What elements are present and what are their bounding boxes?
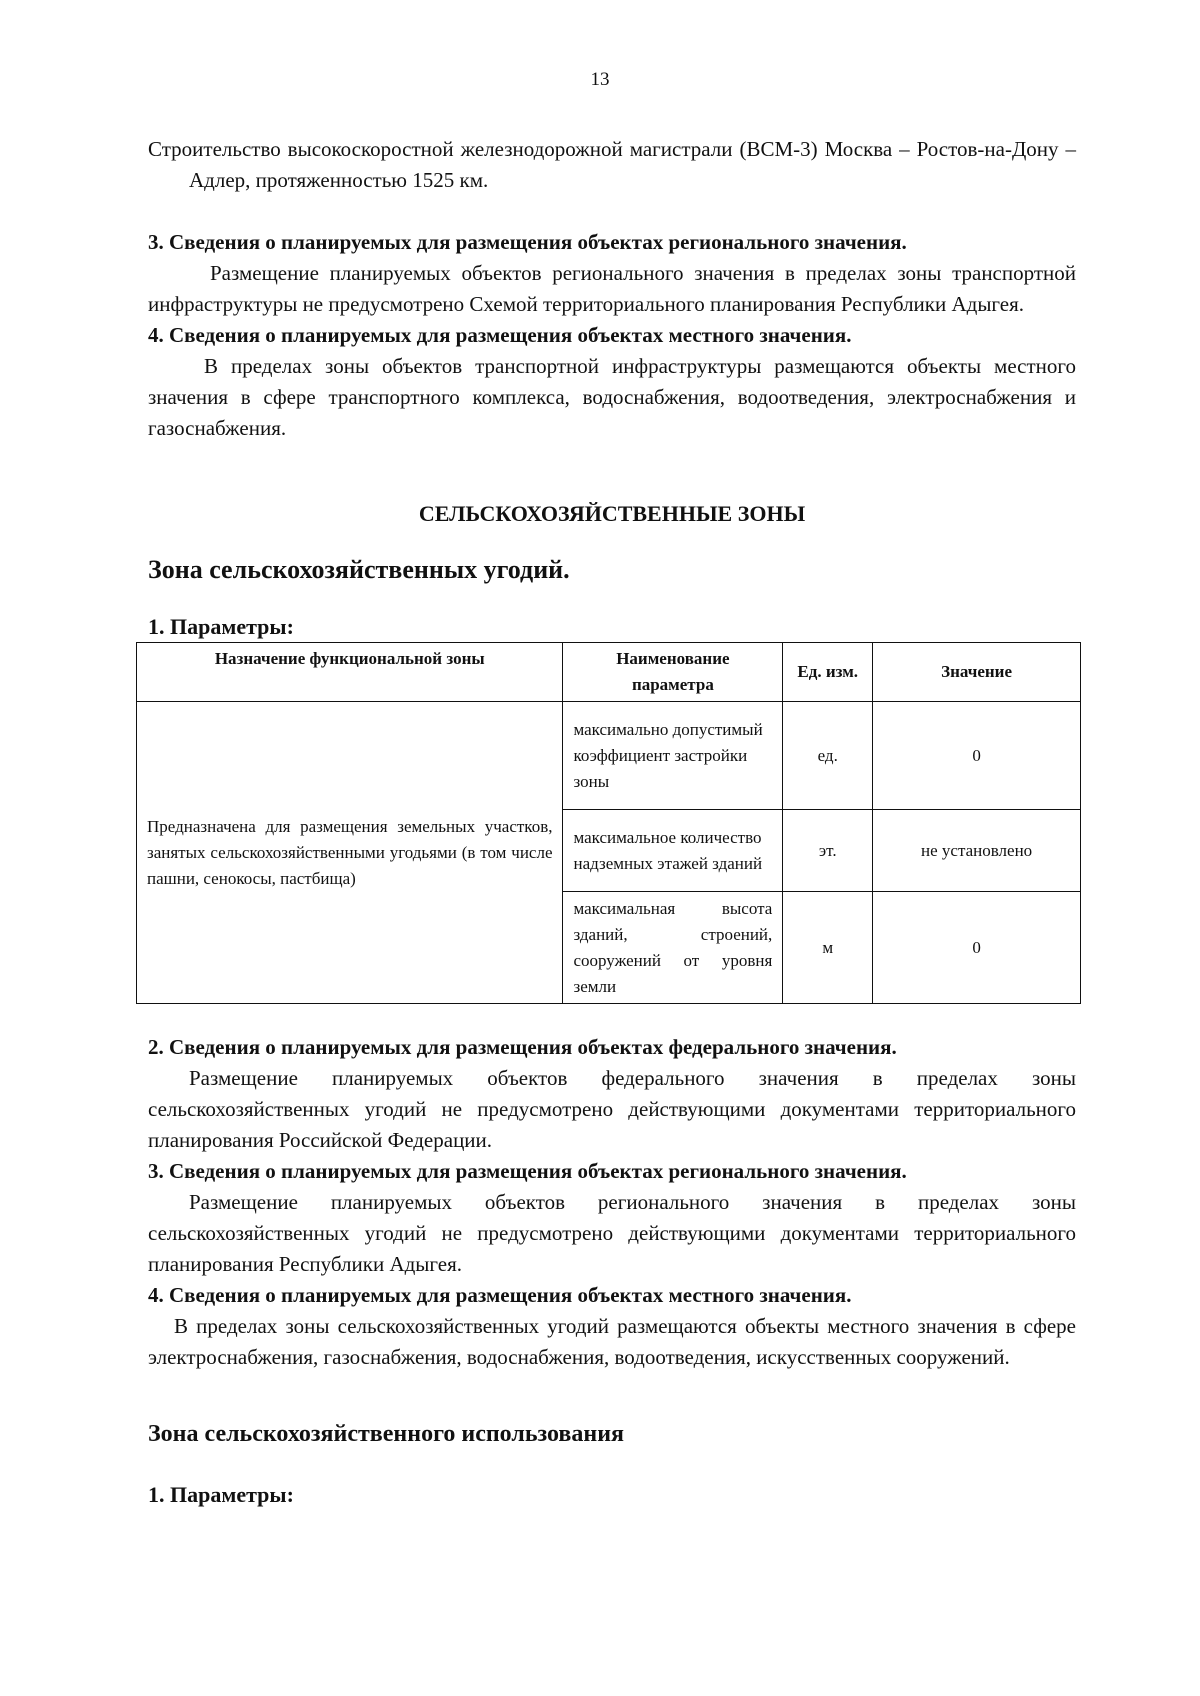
value-cell: не установлено [873, 810, 1081, 892]
zone2-params-heading: 1. Параметры: [148, 1482, 294, 1507]
transport-local-text: В пределах зоны объектов транспортной инфраструктуры размещаются объекты местного значения в сфере транспортного комплекса, водоснабжения, водоотведения, электроснабжения и газоснабжения. [148, 354, 1076, 440]
zone2-title: Зона сельскохозяйственного использования [148, 1421, 625, 1447]
section-title: СЕЛЬСКОХОЗЯЙСТВЕННЫЕ ЗОНЫ [418, 501, 806, 526]
zone1-params-table [136, 642, 1081, 1004]
header-parameter: Наименование параметра [563, 643, 783, 702]
unit-cell: ед. [783, 702, 873, 810]
transport-local-heading: 4. Сведения о планируемых для размещения объектах местного значения. [148, 323, 852, 347]
table-row [137, 702, 1081, 810]
unit-cell: эт. [783, 810, 873, 892]
param-cell: максимальная высота зданий, строений, сооружений от уровня земли [563, 892, 783, 1004]
value-cell: 0 [873, 702, 1081, 810]
param-cell: максимальное количество надземных этажей зданий [563, 810, 783, 892]
zone1-params-heading: 1. Параметры: [148, 614, 294, 639]
transport-regional-text: Размещение планируемых объектов регионального значения в пределах зоны транспортной инфраструктуры не предусмотрено Схемой территориального планирования Республики Адыгея. [148, 261, 1076, 316]
zone1-federal-text: Размещение планируемых объектов федерального значения в пределах зоны сельскохозяйственных угодий не предусмотрено действующими документами территориального планирования Российской Федерации. [148, 1066, 1076, 1152]
zone1-local-text: В пределах зоны сельскохозяйственных угодий размещаются объекты местного значения в сфере электроснабжения, газоснабжения, водоснабжения, водоотведения, искусственных сооружений. [148, 1314, 1076, 1369]
zone1-local-heading: 4. Сведения о планируемых для размещения объектах местного значения. [148, 1283, 852, 1307]
page-content [148, 134, 1076, 1510]
zone1-federal-heading: 2. Сведения о планируемых для размещения объектах федерального значения. [148, 1035, 897, 1059]
table-header-row [137, 643, 1081, 702]
transport-regional-heading: 3. Сведения о планируемых для размещения объектах регионального значения. [148, 230, 907, 254]
header-purpose: Назначение функциональной зоны [137, 643, 563, 702]
intro-paragraph: Строительство высокоскоростной железнодорожной магистрали (ВСМ-3) Москва – Ростов-на-Дону – Адлер, протяженностью 1525 км. [148, 137, 1076, 192]
header-unit: Ед. изм. [783, 643, 873, 702]
purpose-cell: Предназначена для размещения земельных участков, занятых сельскохозяйственными угодьями (в том числе пашни, сенокосы, пастбища) [137, 702, 563, 1004]
value-cell: 0 [873, 892, 1081, 1004]
zone1-regional-heading: 3. Сведения о планируемых для размещения объектах регионального значения. [148, 1159, 907, 1183]
zone1-title: Зона сельскохозяйственных угодий. [148, 555, 570, 584]
unit-cell: м [783, 892, 873, 1004]
zone1-regional-text: Размещение планируемых объектов регионального значения в пределах зоны сельскохозяйственных угодий не предусмотрено действующими документами территориального планирования Республики Адыгея. [148, 1190, 1076, 1276]
header-value: Значение [873, 643, 1081, 702]
param-cell: максимально допустимый коэффициент застройки зоны [563, 702, 783, 810]
page-number: 13 [590, 69, 610, 90]
